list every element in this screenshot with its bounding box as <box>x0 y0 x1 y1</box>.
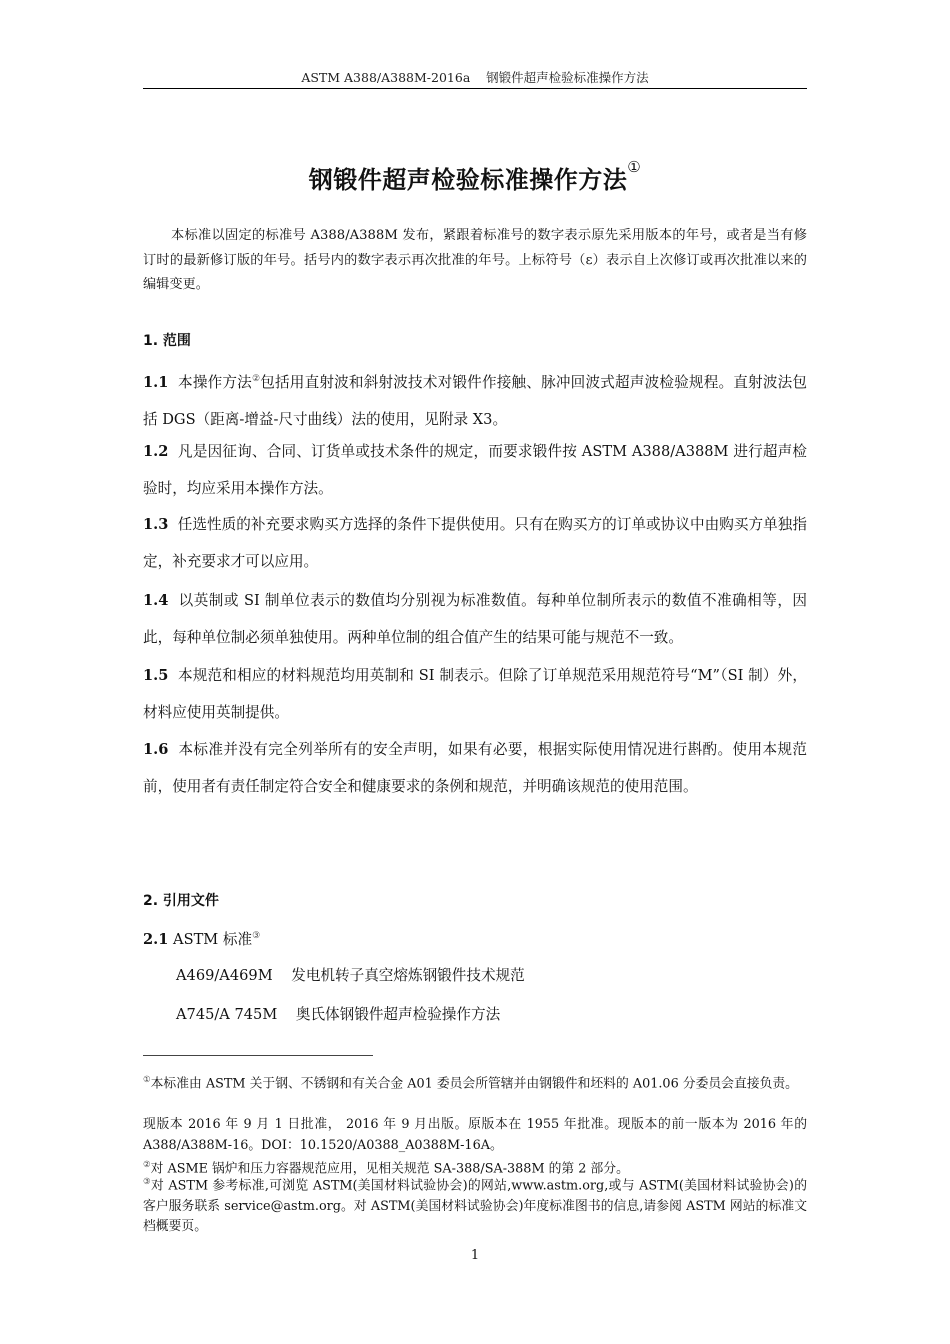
clause-number: 1.2 <box>143 443 169 460</box>
clause-1-2 <box>143 433 807 507</box>
footnote-text: 本标准由 ASTM 关于钢、不锈钢和有关合金 A01 委员会所管辖并由钢锻件和坯料的 A01.06 分委员会直接负责。 <box>150 1076 798 1092</box>
footnote-mark: ③ <box>143 1177 151 1187</box>
reference-code: A469/A469M <box>176 967 273 984</box>
clause-1-5 <box>143 657 807 731</box>
footnote-mark: ② <box>251 374 261 384</box>
reference-title: 奥氏体钢锻件超声检验操作方法 <box>295 1006 501 1023</box>
clause-2-1 <box>143 918 807 958</box>
clause-1-6 <box>143 731 807 805</box>
page-number: 1 <box>470 1248 480 1263</box>
clause-1-1 <box>143 361 807 438</box>
clause-text: 本标准并没有完全列举所有的安全声明，如果有必要，根据实际使用情况进行斟酌。使用本规范前，使用者有责任制定符合安全和健康要求的条例和规范，并明确该规范的使用范围。 <box>143 741 807 795</box>
clause-number: 1.4 <box>143 592 169 609</box>
clause-text: 包括用直射波和斜射波技术对锻件作接触、脉冲回波式超声波检验规程。直射波法包括 DGS（距离-增益-尺寸曲线）法的使用，见附录 X3。 <box>143 373 807 428</box>
clause-text: 本操作方法 <box>178 373 252 391</box>
header-rule <box>143 88 807 89</box>
clause-text: ASTM 标准 <box>173 930 253 948</box>
reference-item <box>176 1003 500 1024</box>
clause-number: 1.5 <box>143 667 169 684</box>
footnote-text: 对 ASME 锅炉和压力容器规范应用，见相关规范 SA-388/SA-388M 的第 2 部分。 <box>150 1161 629 1177</box>
title-footnote-mark: ① <box>627 158 642 176</box>
document-title <box>143 160 807 195</box>
clause-number: 1.6 <box>143 741 169 758</box>
footnote-mark: ③ <box>252 931 261 941</box>
reference-item <box>176 964 525 985</box>
clause-number: 1.1 <box>143 373 169 391</box>
title-text: 钢锻件超声检验标准操作方法 <box>308 166 628 194</box>
footnote-mark: ② <box>143 1160 151 1170</box>
section-2-heading: 2. 引用文件 <box>143 893 219 909</box>
section-1-heading: 1. 范围 <box>143 333 191 349</box>
footnote-rule <box>143 1055 373 1056</box>
reference-code: A745/A 745M <box>176 1006 278 1023</box>
clause-text: 本规范和相应的材料规范均用英制和 SI 制表示。但除了订单规范采用规范符号“M”（SI 制）外，材料应使用英制提供。 <box>143 667 807 721</box>
clause-text: 任选性质的补充要求购买方选择的条件下提供使用。只有在购买方的订单或协议中由购买方单独指定，补充要求才可以应用。 <box>143 516 807 570</box>
intro-paragraph: 本标准以固定的标准号 A388/A388M 发布，紧跟着标准号的数字表示原先采用版本的年号，或者是当有修订时的最新修订版的年号。括号内的数字表示再次批准的年号。上标符号（ε）表示自上次修订或再次批准以来的编辑变更。 <box>143 228 807 292</box>
clause-1-4 <box>143 582 807 656</box>
clause-1-3 <box>143 506 807 580</box>
running-header: ASTM A388/A388M-2016a 钢锻件超声检验标准操作方法 <box>301 70 649 85</box>
footnote-text: 对 ASTM 参考标准,可浏览 ASTM(美国材料试验协会)的网站,www.astm.org,或与 ASTM(美国材料试验协会)的客户服务联系 service@astm.org。对 ASTM(美国材料试验协会)年度标准图书的信息,请参阅 ASTM 网站的标准文档概要页。 <box>143 1178 807 1235</box>
footnote-3 <box>143 1172 807 1238</box>
footnote-1-continued <box>143 1115 807 1156</box>
clause-number: 1.3 <box>143 516 169 533</box>
clause-text: 以英制或 SI 制单位表示的数值均分别视为标准数值。每种单位制所表示的数值不准确相等，因此，每种单位制必须单独使用。两种单位制的组合值产生的结果可能与规范不一致。 <box>143 592 807 646</box>
footnote-text: 现版本 2016 年 9 月 1 日批准， 2016 年 9 月出版。原版本在 1955 年批准。现版本的前一版本为 2016 年的 A388/A388M-16。DOI：10.1520/A0388_A0388M-16A。 <box>143 1117 807 1153</box>
clause-text: 凡是因征询、合同、订货单或技术条件的规定，而要求锻件按 ASTM A388/A388M 进行超声检验时，均应采用本操作方法。 <box>143 443 808 497</box>
clause-number: 2.1 <box>143 930 169 948</box>
footnote-mark: ① <box>143 1075 151 1085</box>
footnote-1 <box>143 1070 807 1095</box>
reference-title: 发电机转子真空熔炼钢锻件技术规范 <box>291 967 525 984</box>
